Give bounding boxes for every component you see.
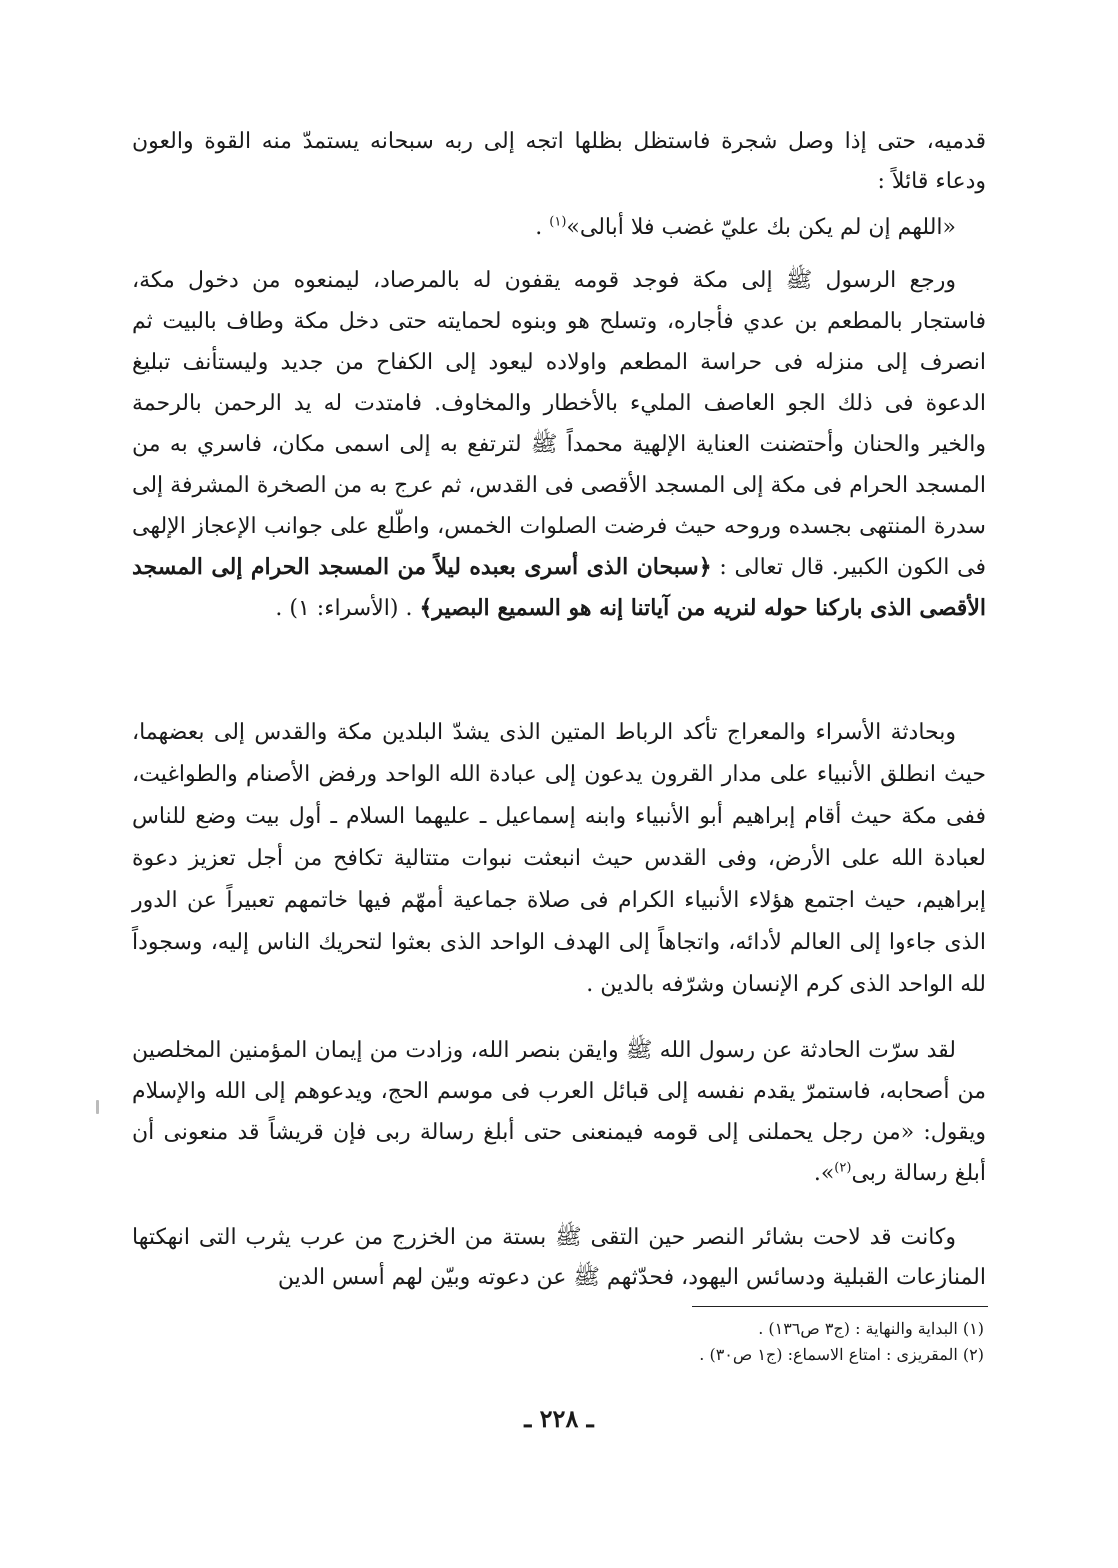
- footnote-ref-1: (١): [549, 214, 567, 230]
- paragraph-2: [132, 260, 986, 629]
- verse-reference: . (الأسراء: ١) .: [275, 596, 420, 621]
- footnote-1: (١) البداية والنهاية : (ج٣ ص١٣٦) .: [758, 1319, 984, 1338]
- footnote-divider: [692, 1306, 988, 1307]
- scan-mark: [96, 1100, 99, 1114]
- paragraph-4-text: لقد سرّت الحادثة عن رسول الله ﷺ وايقن بنصر الله، وزادت من إيمان المؤمنين المخلصين من أصحابه، فاستمرّ يقدم نفسه إلى قبائل العرب فى موسم الحج، ويدعوهم إلى الله والإسلام ويقول: «من رجل يحملنى إلى قومه فيمنعنى حتى أبلغ رسالة ربى فإن قريشاً قد منعونى أن أبلغ رسالة ربى: [132, 1038, 986, 1186]
- paragraph-2-text: ورجع الرسول ﷺ إلى مكة فوجد قومه يقفون له بالمرصاد، ليمنعوه من دخول مكة، فاستجار بالمطعم بن عدي فأجاره، وتسلح هو وبنوه لحمايته حتى دخل مكة وطاف بالبيت ثم انصرف إلى منزله فى حراسة المطعم واولاده ليعود إلى الكفاح من جديد وليستأنف تبليغ الدعوة فى ذلك الجو العاصف المليء بالأخطار والمخاوف. فامتدت له يد الرحمن بالرحمة والخير والحنان وأحتضنت العناية الإلهية محمداً ﷺ لترتفع به إلى اسمى مكان، فاسري به من المسجد الحرام فى مكة إلى المسجد الأقصى فى القدس، ثم عرج به من الصخرة المشرفة إلى سدرة المنتهى بجسده وروحه حيث فرضت الصلوات الخمس، واطّلع على جوانب الإعجاز الإلهى فى الكون الكبير. قال تعالى :: [132, 268, 986, 580]
- paragraph-4: [132, 1030, 986, 1194]
- footnote-ref-2: (٢): [834, 1160, 852, 1176]
- paragraph-5-text: وكانت قد لاحت بشائر النصر حين التقى ﷺ بستة من الخزرج من عرب يثرب التى انهكتها المنازعات القبلية ودسائس اليهود، فحدّثهم ﷺ عن دعوته وبيّن لهم أسس الدين: [132, 1225, 986, 1290]
- paragraph-4-end: ».: [813, 1161, 835, 1186]
- paragraph-4-body: [132, 1030, 986, 1194]
- prayer-quote-text: «اللهم إن لم يكن بك عليّ غضب فلا أبالى»: [566, 215, 956, 240]
- paragraph-3-text: وبحادثة الأسراء والمعراج تأكد الرباط المتين الذى يشدّ البلدين مكة والقدس إلى بعضهما، حيث انطلق الأنبياء على مدار القرون يدعون إلى عبادة الله الواحد ورفض الأصنام والطواغيت، ففى مكة حيث أقام إبراهيم أبو الأنبياء وابنه إسماعيل ـ عليهما السلام ـ أول بيت وضع للناس لعبادة الله على الأرض، وفى القدس حيث انبعثت نبوات متتالية تكافح من أجل تعزيز دعوة إبراهيم، حيث اجتمع هؤلاء الأنبياء الكرام فى صلاة جماعية أمهّم فيها خاتمهم تعبيراً عن الدور الذى جاءوا إلى العالم لأدائه، واتجاهاً إلى الهدف الواحد الذى بعثوا لتحريك الناس إليه، وسجوداً لله الواحد الذى كرم الإنسان وشرّفه بالدين .: [132, 720, 986, 997]
- page-number: ـ ٢٢٨ ـ: [524, 1404, 594, 1433]
- footnotes: [500, 1316, 984, 1368]
- paragraph-2-body: [132, 260, 986, 629]
- paragraph-1-text: قدميه، حتى إذا وصل شجرة فاستظل بظلها اتجه إلى ربه سبحانه يستمدّ منه القوة والعون ودعاء قائلاً :: [132, 129, 986, 194]
- prayer-quote-end: .: [535, 215, 550, 240]
- paragraph-1: [132, 122, 986, 248]
- paragraph-5: [132, 1218, 986, 1298]
- footnote-2: (٢) المقريزى : امتاع الاسماع: (ج١ ص٣٠) .: [699, 1345, 984, 1364]
- prayer-quote: [132, 208, 986, 248]
- quran-verse: ﴿سبحان الذى أسرى بعبده ليلاً من المسجد الحرام إلى المسجد الأقصى الذى باركنا حوله لنريه من آياتنا إنه هو السميع البصير﴾: [132, 554, 986, 621]
- paragraph-3: [132, 712, 986, 1006]
